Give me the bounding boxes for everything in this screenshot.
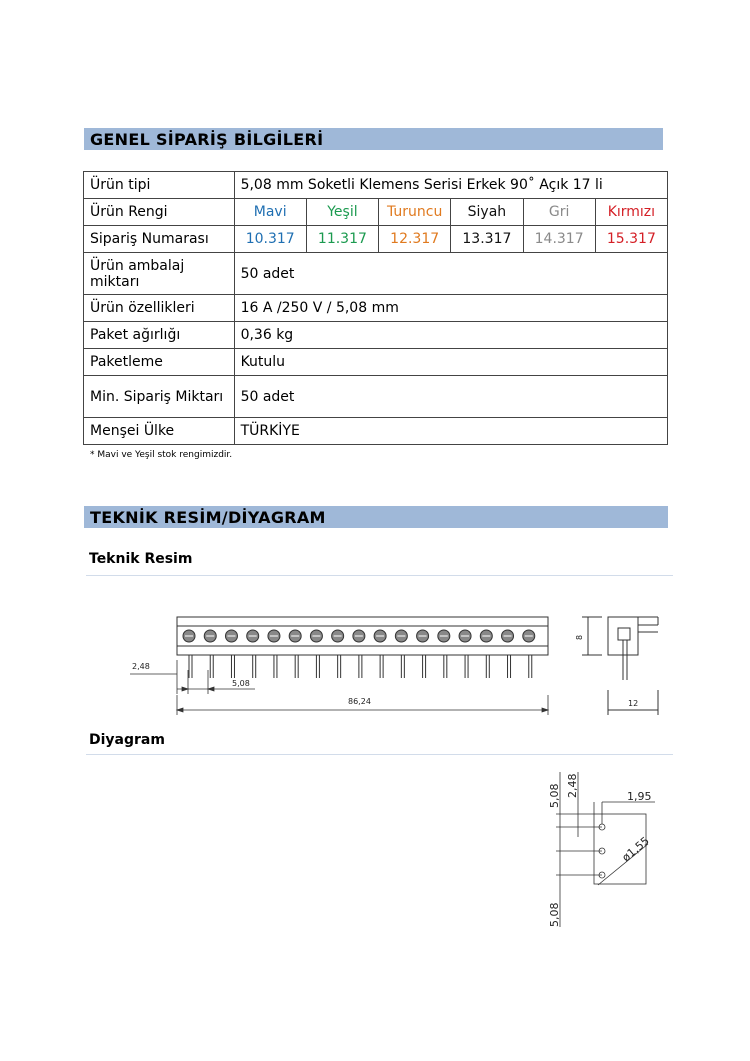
diagram-title: Diyagram <box>89 732 165 748</box>
stock-note: * Mavi ve Yeşil stok rengimizdir. <box>90 450 233 460</box>
origin-label: Menşei Ülke <box>84 418 235 445</box>
diagram-dim-hole: ø1,55 <box>619 834 652 865</box>
table-row <box>84 295 668 322</box>
weight-label: Paket ağırlığı <box>84 322 235 349</box>
divider <box>86 754 673 755</box>
order-code-blue: 10.317 <box>234 226 306 253</box>
features-value: 16 A /250 V / 5,08 mm <box>234 295 667 322</box>
dim-height: 8 <box>575 634 584 640</box>
table-row <box>84 253 668 295</box>
color-name-black: Siyah <box>451 199 523 226</box>
table-row <box>84 172 668 199</box>
color-label: Ürün Rengi <box>84 199 235 226</box>
color-name-green: Yeşil <box>306 199 378 226</box>
order-code-gray: 14.317 <box>523 226 595 253</box>
table-row <box>84 376 668 418</box>
order-code-black: 13.317 <box>451 226 523 253</box>
features-label: Ürün özellikleri <box>84 295 235 322</box>
order-code-green: 11.317 <box>306 226 378 253</box>
technical-drawing <box>120 600 680 725</box>
packing-value: Kutulu <box>234 349 667 376</box>
order-number-label: Sipariş Numarası <box>84 226 235 253</box>
diagram-dim-side: 1,95 <box>627 790 652 803</box>
dim-total-length: 86,24 <box>348 697 371 706</box>
color-name-gray: Gri <box>523 199 595 226</box>
product-type-value: 5,08 mm Soketli Klemens Serisi Erkek 90˚ Açık 17 li <box>234 172 667 199</box>
product-type-label: Ürün tipi <box>84 172 235 199</box>
weight-value: 0,36 kg <box>234 322 667 349</box>
origin-value: TÜRKİYE <box>234 418 667 445</box>
general-info-heading: GENEL SİPARİŞ BİLGİLERİ <box>84 128 663 150</box>
packing-label: Paketleme <box>84 349 235 376</box>
diagram-dim-offset: 2,48 <box>566 773 579 798</box>
color-name-orange: Turuncu <box>379 199 451 226</box>
technical-heading: TEKNİK RESİM/DİYAGRAM <box>84 506 668 528</box>
table-row <box>84 349 668 376</box>
table-row <box>84 418 668 445</box>
pin-diagram <box>540 762 670 932</box>
min-order-label: Min. Sipariş Miktarı <box>84 376 235 418</box>
min-order-value: 50 adet <box>234 376 667 418</box>
order-code-orange: 12.317 <box>379 226 451 253</box>
table-row <box>84 199 668 226</box>
dim-depth: 12 <box>628 699 639 708</box>
order-code-red: 15.317 <box>595 226 667 253</box>
packaging-qty-value: 50 adet <box>234 253 667 295</box>
table-row <box>84 226 668 253</box>
divider <box>86 575 673 576</box>
dim-pitch: 5,08 <box>232 679 250 688</box>
diagram-dim-pitch-bottom: 5,08 <box>548 902 561 927</box>
dim-pin-offset: 2,48 <box>132 662 150 671</box>
packaging-qty-label: Ürün ambalaj miktarı <box>84 253 235 295</box>
table-row <box>84 322 668 349</box>
color-name-blue: Mavi <box>234 199 306 226</box>
diagram-dim-pitch-top: 5,08 <box>548 783 561 808</box>
order-info-table <box>83 171 668 445</box>
technical-drawing-title: Teknik Resim <box>89 551 193 567</box>
color-name-red: Kırmızı <box>595 199 667 226</box>
